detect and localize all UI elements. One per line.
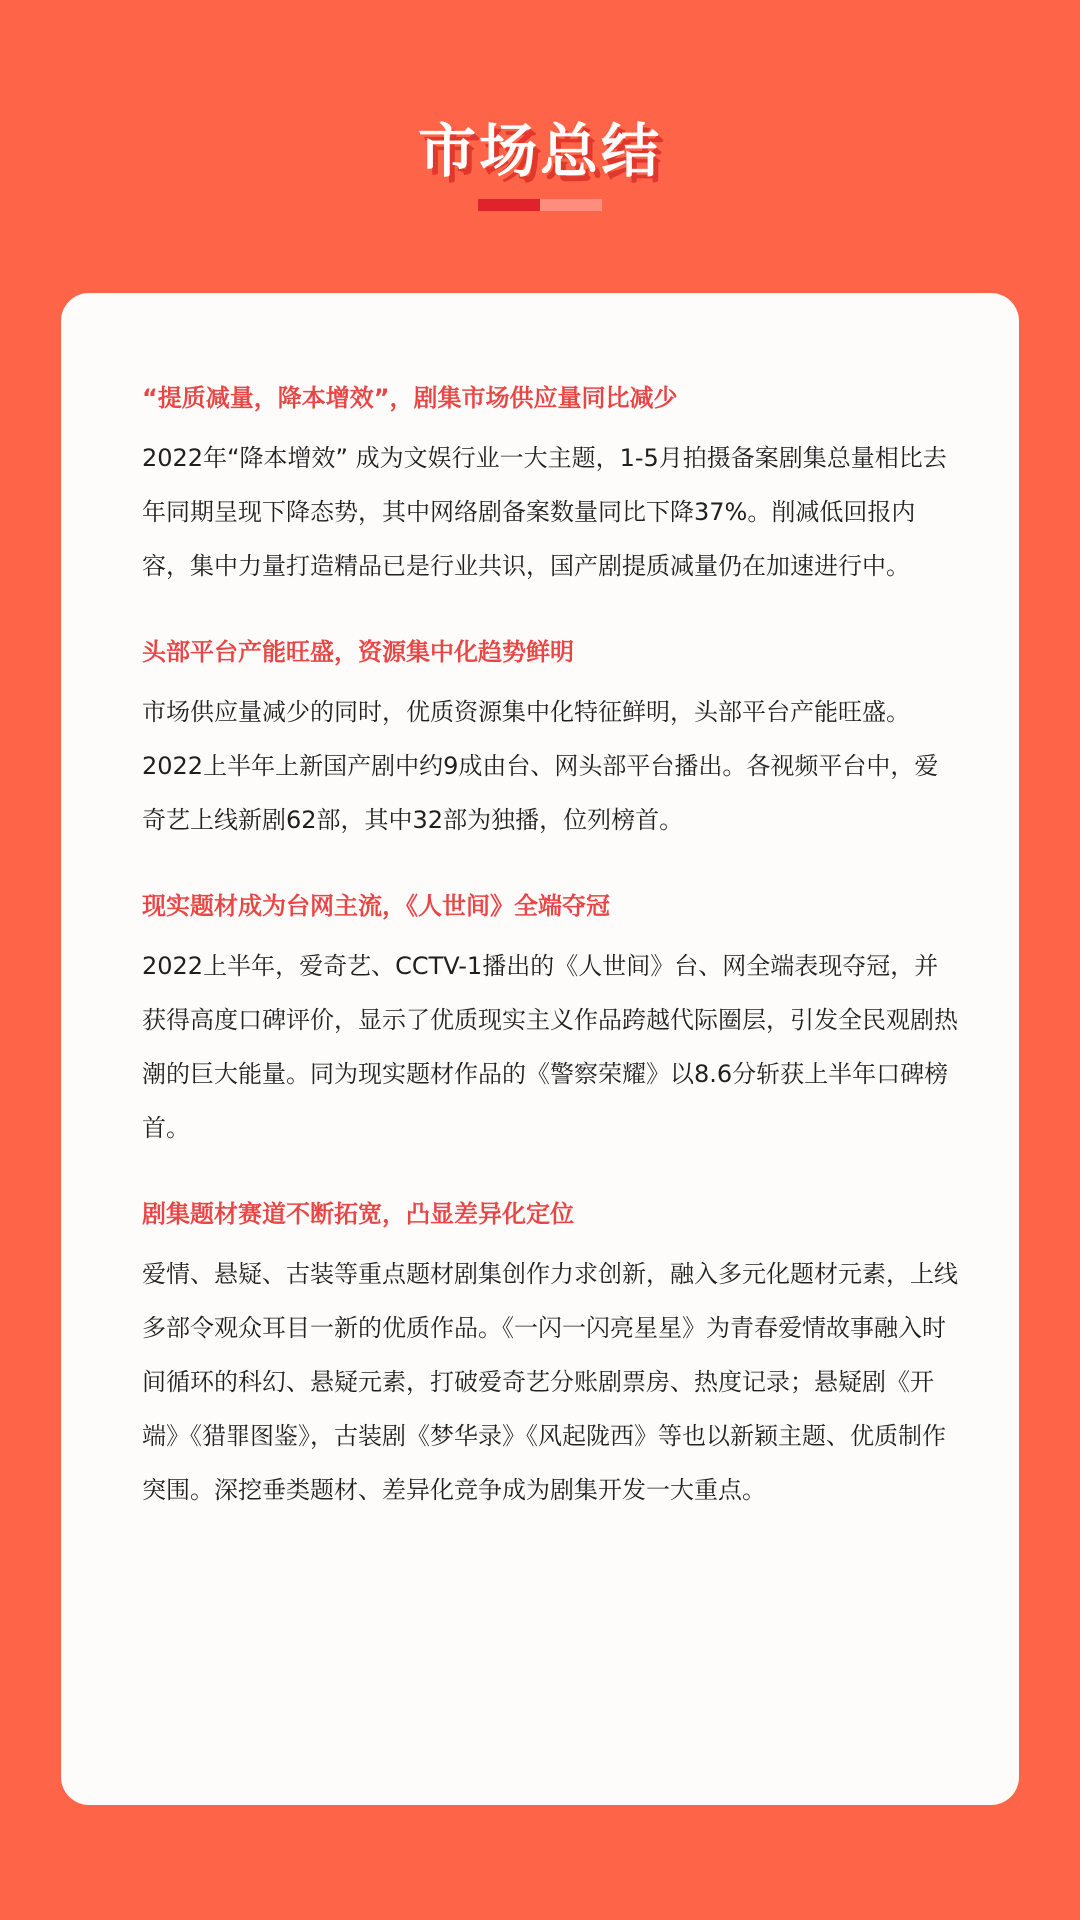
section-heading: “提质减量，降本增效”，剧集市场供应量同比减少 — [142, 384, 678, 412]
title-underline-dark — [478, 199, 540, 211]
section-realism-theme — [142, 889, 959, 1155]
page-title: 市场总结 — [417, 116, 662, 185]
title-underline — [478, 199, 602, 211]
section-body: 爱情、悬疑、古装等重点题材剧集创作力求创新，融入多元化题材元素，上线多部令观众耳目一新的优质作品。《一闪一闪亮星星》为青春爱情故事融入时间循环的科幻、悬疑元素，打破爱奇艺分账剧票房、热度记录；悬疑剧《开端》《猎罪图鉴》，古装剧《梦华录》《风起陇西》等也以新颖主题、优质制作突围。深挖垂类题材、差异化竞争成为剧集开发一大重点。 — [142, 1260, 958, 1504]
section-body: 2022上半年，爱奇艺、CCTV-1播出的《人世间》台、网全端表现夺冠，并获得高度口碑评价，显示了优质现实主义作品跨越代际圈层，引发全民观剧热潮的巨大能量。同为现实题材作品的《警察荣耀》以8.6分斩获上半年口碑榜首。 — [142, 952, 958, 1142]
section-body: 2022年“降本增效” 成为文娱行业一大主题，1-5月拍摄备案剧集总量相比去年同期呈现下降态势，其中网络剧备案数量同比下降37%。削减低回报内容，集中力量打造精品已是行业共识，国产剧提质减量仍在加速进行中。 — [142, 444, 947, 580]
section-body: 市场供应量减少的同时，优质资源集中化特征鲜明，头部平台产能旺盛。2022上半年上新国产剧中约9成由台、网头部平台播出。各视频平台中，爱奇艺上线新剧62部，其中32部为独播，位列榜首。 — [142, 698, 939, 834]
section-heading: 头部平台产能旺盛，资源集中化趋势鲜明 — [142, 638, 574, 666]
section-heading: 现实题材成为台网主流，《人世间》全端夺冠 — [142, 892, 610, 920]
section-heading: 剧集题材赛道不断拓宽，凸显差异化定位 — [142, 1200, 574, 1228]
section-genre-expansion — [142, 1197, 959, 1517]
summary-card — [61, 293, 1019, 1805]
title-underline-light — [540, 199, 602, 211]
section-platform-concentration — [142, 635, 959, 847]
section-supply-reduction — [142, 381, 959, 593]
